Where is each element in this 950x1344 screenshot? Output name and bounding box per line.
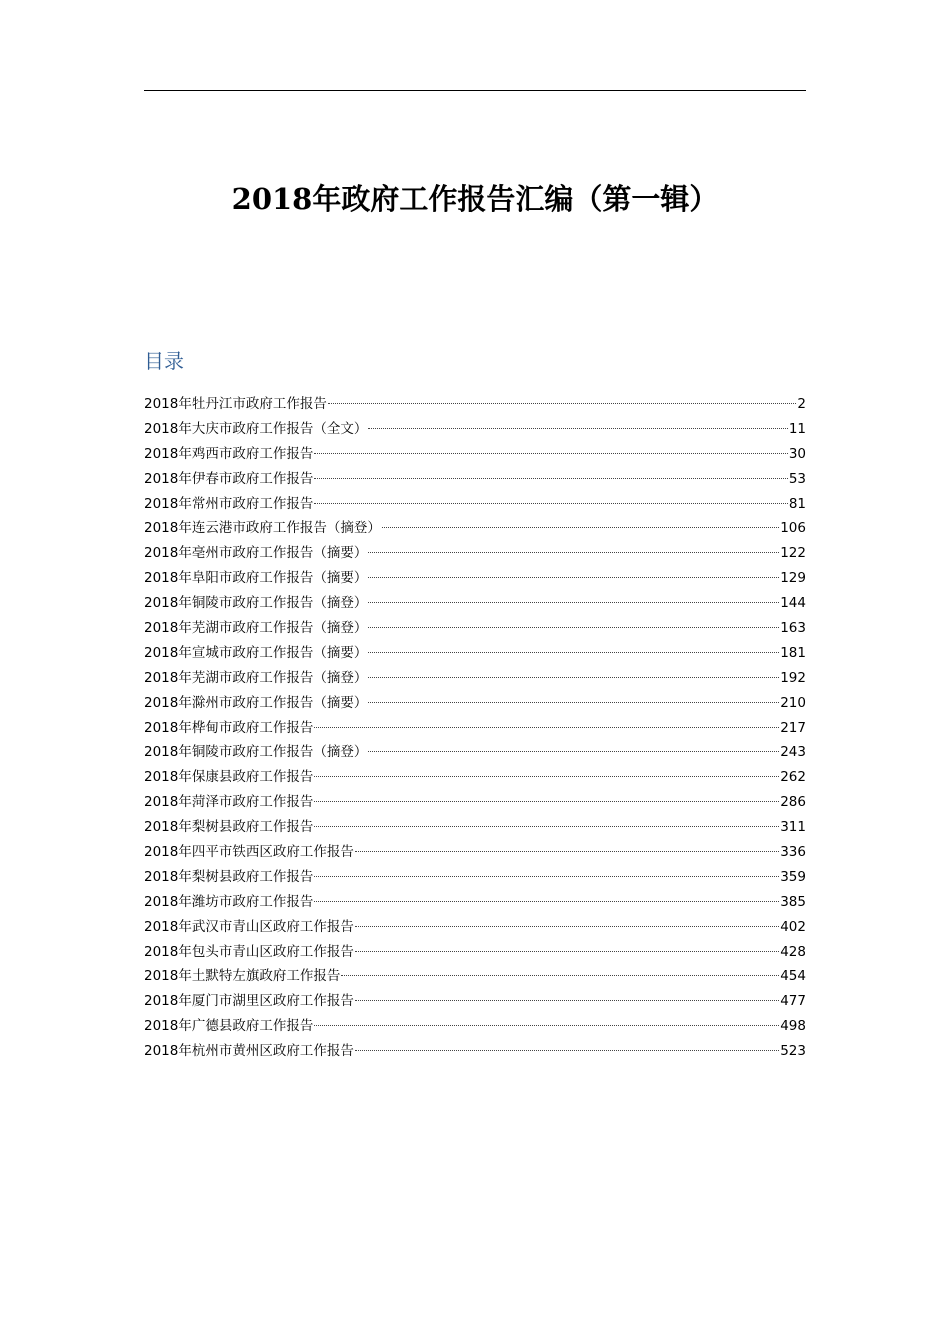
toc-entry-page-number: 106 <box>780 520 806 537</box>
toc-entry-title: 2018年常州市政府工作报告 <box>144 495 314 512</box>
toc-entry-page-number: 336 <box>780 844 806 861</box>
toc-entry[interactable] <box>144 566 806 591</box>
toc-dot-leader <box>368 702 779 703</box>
toc-entry-page-number: 81 <box>788 495 806 512</box>
toc-dot-leader <box>382 527 779 528</box>
toc-entry-page-number: 359 <box>780 868 806 885</box>
toc-entry-title: 2018年牡丹江市政府工作报告 <box>144 396 327 412</box>
toc-dot-leader <box>368 751 779 752</box>
toc-entry[interactable] <box>144 467 806 492</box>
toc-dot-leader <box>355 926 779 927</box>
toc-entry-page-number: 11 <box>788 420 806 437</box>
toc-dot-leader <box>314 1025 779 1026</box>
toc-entry[interactable] <box>144 1039 806 1064</box>
toc-entry[interactable] <box>144 541 806 566</box>
toc-entry-title: 2018年铜陵市政府工作报告（摘登） <box>144 744 368 761</box>
document-title: 2018年政府工作报告汇编（第一辑） <box>231 182 719 216</box>
toc-entry[interactable] <box>144 616 806 641</box>
toc-entry-page-number: 286 <box>780 794 806 811</box>
toc-entry[interactable] <box>144 492 806 517</box>
toc-dot-leader <box>355 951 779 952</box>
toc-entry-title: 2018年宣城市政府工作报告（摘要） <box>144 644 368 661</box>
toc-dot-leader <box>368 602 779 603</box>
toc-entry-title: 2018年铜陵市政府工作报告（摘登） <box>144 595 368 612</box>
toc-entry-title: 2018年大庆市政府工作报告（全文） <box>144 420 368 437</box>
toc-entry-page-number: 477 <box>780 993 806 1010</box>
toc-entry[interactable] <box>144 790 806 815</box>
toc-dot-leader <box>314 801 779 802</box>
toc-entry-title: 2018年芜湖市政府工作报告（摘登） <box>144 620 368 637</box>
toc-entry-page-number: 385 <box>780 893 806 910</box>
toc-entry-title: 2018年潍坊市政府工作报告 <box>144 893 314 910</box>
toc-entry[interactable] <box>144 915 806 940</box>
table-of-contents <box>144 392 806 1064</box>
toc-entry[interactable] <box>144 442 806 467</box>
toc-entry-title: 2018年菏泽市政府工作报告 <box>144 794 314 811</box>
toc-entry-page-number: 129 <box>780 570 806 587</box>
toc-entry-page-number: 192 <box>780 669 806 686</box>
toc-dot-leader <box>314 453 787 454</box>
toc-dot-leader <box>368 652 779 653</box>
toc-dot-leader <box>314 901 779 902</box>
toc-entry-title: 2018年保康县政府工作报告 <box>144 769 314 786</box>
toc-entry-page-number: 243 <box>780 744 806 761</box>
toc-entry[interactable] <box>144 989 806 1014</box>
toc-dot-leader <box>314 876 779 877</box>
toc-entry-title: 2018年滁州市政府工作报告（摘要） <box>144 694 368 711</box>
toc-dot-leader <box>368 428 787 429</box>
toc-entry-title: 2018年鸡西市政府工作报告 <box>144 445 314 462</box>
toc-dot-leader <box>314 478 787 479</box>
toc-entry-title: 2018年阜阳市政府工作报告（摘要） <box>144 570 368 587</box>
toc-entry-page-number: 311 <box>780 819 806 836</box>
toc-dot-leader <box>314 503 787 504</box>
toc-dot-leader <box>314 776 779 777</box>
toc-entry-page-number: 523 <box>780 1043 806 1060</box>
toc-dot-leader <box>368 552 779 553</box>
toc-dot-leader <box>355 851 779 852</box>
toc-dot-leader <box>314 826 779 827</box>
toc-dot-leader <box>314 727 779 728</box>
toc-entry[interactable] <box>144 591 806 616</box>
header-rule <box>144 90 806 91</box>
toc-dot-leader <box>368 627 779 628</box>
toc-entry[interactable] <box>144 815 806 840</box>
toc-entry[interactable] <box>144 641 806 666</box>
toc-entry[interactable] <box>144 840 806 865</box>
toc-entry[interactable] <box>144 392 806 417</box>
toc-entry[interactable] <box>144 940 806 965</box>
toc-dot-leader <box>368 677 779 678</box>
toc-entry-page-number: 210 <box>780 694 806 711</box>
toc-entry-title: 2018年四平市铁西区政府工作报告 <box>144 844 354 861</box>
toc-entry-page-number: 181 <box>780 644 806 661</box>
toc-dot-leader <box>355 1050 779 1051</box>
toc-entry-page-number: 262 <box>780 769 806 786</box>
toc-entry-title: 2018年梨树县政府工作报告 <box>144 868 314 885</box>
toc-entry[interactable] <box>144 964 806 989</box>
toc-entry-title: 2018年厦门市湖里区政府工作报告 <box>144 993 354 1010</box>
toc-entry-page-number: 53 <box>788 470 806 487</box>
toc-entry-page-number: 454 <box>780 968 806 985</box>
toc-entry-title: 2018年亳州市政府工作报告（摘要） <box>144 545 368 562</box>
toc-entry-title: 2018年芜湖市政府工作报告（摘登） <box>144 669 368 686</box>
toc-entry-title: 2018年土默特左旗政府工作报告 <box>144 968 341 985</box>
toc-entry[interactable] <box>144 691 806 716</box>
toc-entry-title: 2018年连云港市政府工作报告（摘登） <box>144 520 381 537</box>
toc-entry-page-number: 163 <box>780 620 806 637</box>
toc-entry[interactable] <box>144 1014 806 1039</box>
toc-dot-leader <box>368 577 779 578</box>
toc-entry[interactable] <box>144 865 806 890</box>
toc-entry[interactable] <box>144 740 806 765</box>
toc-entry-page-number: 428 <box>780 943 806 960</box>
toc-heading: 目录 <box>144 349 184 373</box>
toc-entry-page-number: 217 <box>780 719 806 736</box>
toc-entry-page-number: 2 <box>797 396 806 412</box>
toc-dot-leader <box>341 975 779 976</box>
toc-entry-page-number: 498 <box>780 1018 806 1035</box>
toc-dot-leader <box>328 403 797 404</box>
toc-dot-leader <box>355 1000 779 1001</box>
toc-entry-page-number: 30 <box>788 445 806 462</box>
toc-entry[interactable] <box>144 890 806 915</box>
toc-entry-title: 2018年杭州市黄州区政府工作报告 <box>144 1043 354 1060</box>
toc-entry-title: 2018年包头市青山区政府工作报告 <box>144 943 354 960</box>
toc-entry-title: 2018年广德县政府工作报告 <box>144 1018 314 1035</box>
toc-entry-title: 2018年伊春市政府工作报告 <box>144 470 314 487</box>
toc-entry-page-number: 144 <box>780 595 806 612</box>
toc-entry-title: 2018年武汉市青山区政府工作报告 <box>144 918 354 935</box>
toc-entry[interactable] <box>144 666 806 691</box>
toc-entry-title: 2018年桦甸市政府工作报告 <box>144 719 314 736</box>
toc-entry[interactable] <box>144 417 806 442</box>
toc-entry-page-number: 402 <box>780 918 806 935</box>
toc-entry-page-number: 122 <box>780 545 806 562</box>
toc-entry-title: 2018年梨树县政府工作报告 <box>144 819 314 836</box>
toc-entry[interactable] <box>144 716 806 741</box>
toc-entry[interactable] <box>144 765 806 790</box>
toc-entry[interactable] <box>144 516 806 541</box>
